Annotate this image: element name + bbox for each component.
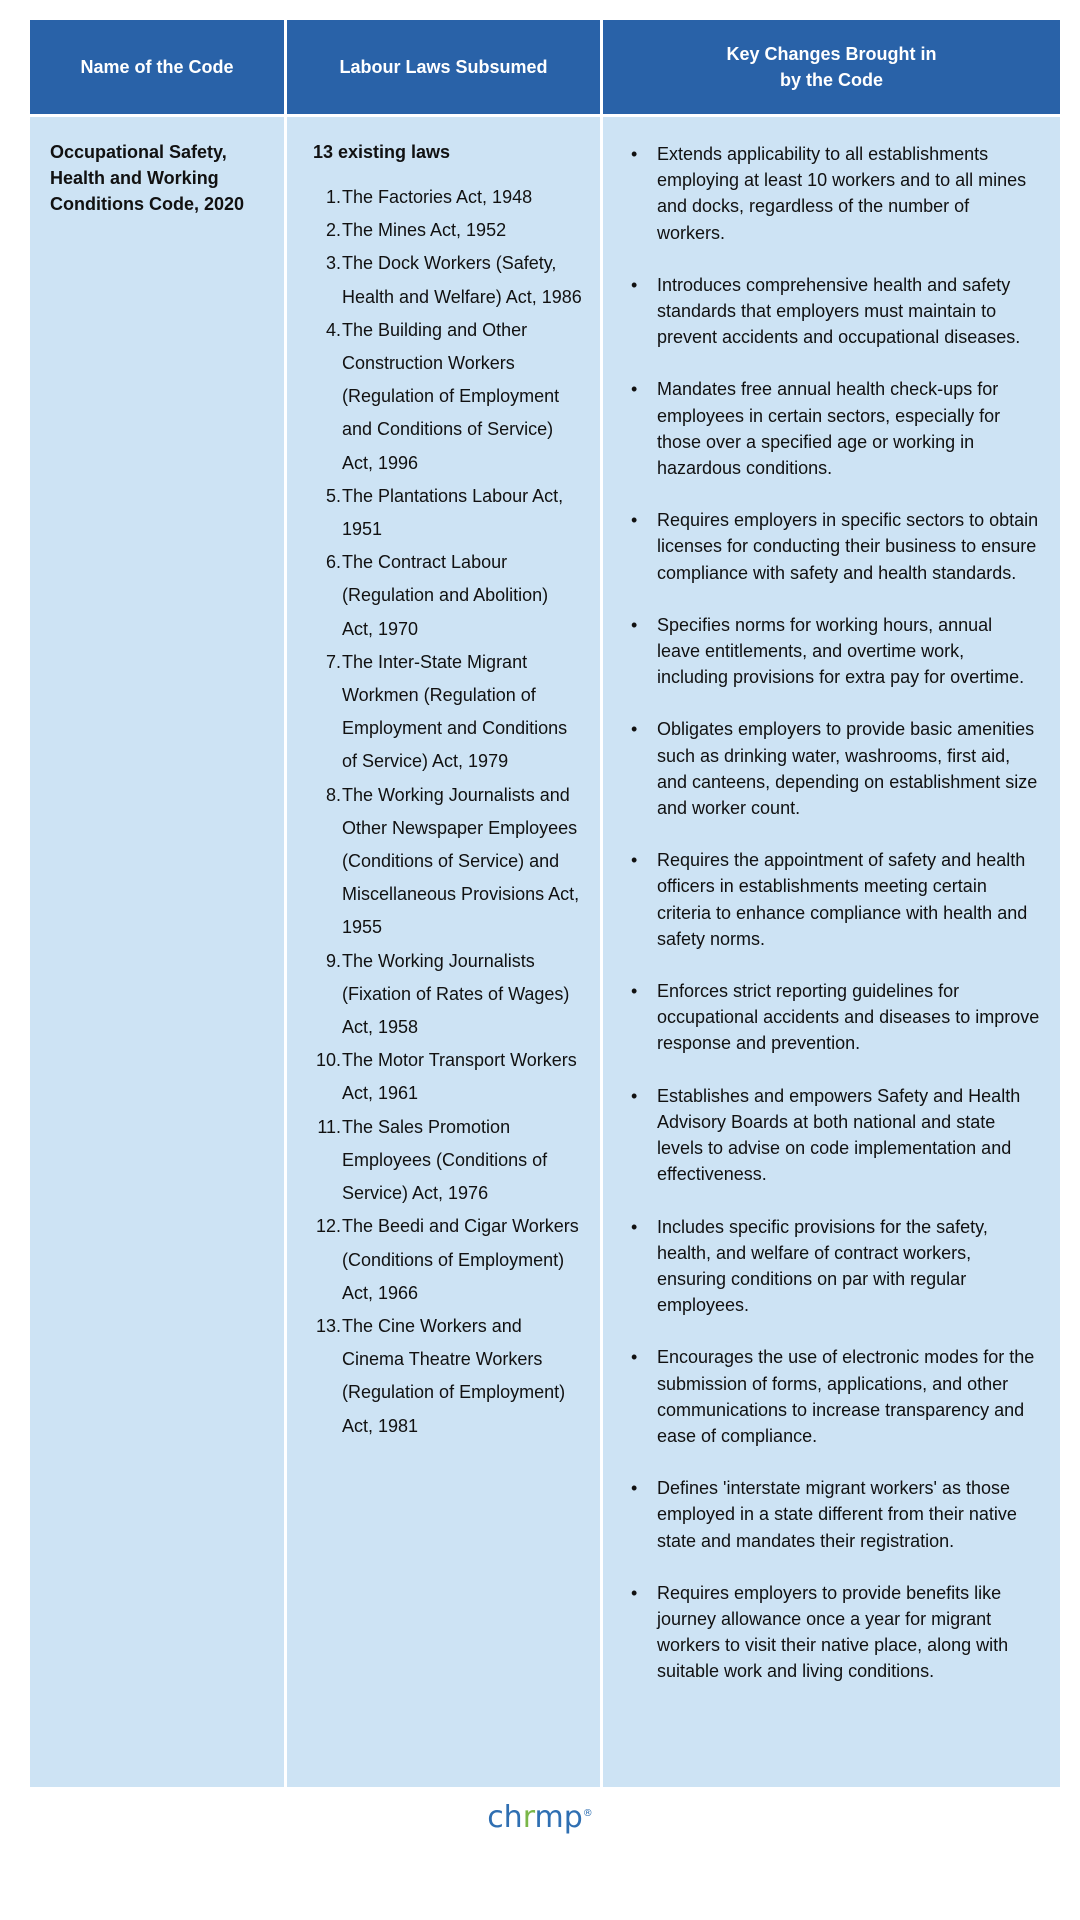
- law-number: 10.: [315, 1050, 341, 1071]
- laws-list: [313, 181, 582, 1443]
- law-number: 1.: [325, 187, 341, 207]
- key-change-text: Includes specific provisions for the safety, health, and welfare of contract workers, ensuring conditions on par with regular employees.: [657, 1216, 988, 1316]
- header-laws-subsumed-label: Labour Laws Subsumed: [339, 57, 548, 77]
- logo-text-part3: mp: [534, 1800, 583, 1835]
- law-title: The Beedi and Cigar Workers (Conditions of Employment) Act, 1966: [342, 1216, 579, 1303]
- logo-text-part1: ch: [487, 1800, 523, 1835]
- law-number: 8.: [325, 784, 341, 805]
- law-title: The Sales Promotion Employees (Conditions of Service) Act, 1976: [342, 1116, 548, 1204]
- labour-code-table: [30, 20, 1060, 1787]
- header-key-changes-line1: Key Changes Brought in: [726, 44, 937, 64]
- law-number: 7.: [325, 651, 341, 672]
- bullet-icon: •: [631, 850, 638, 871]
- chrmp-logo: [0, 1800, 1080, 1835]
- laws-count: 13 existing laws: [313, 142, 451, 162]
- bullet-icon: •: [631, 614, 638, 635]
- cell-code-name: [30, 117, 284, 1787]
- key-change-text: Requires employers in specific sectors to obtain licenses for conducting their business to ensure compliance with safety and health standards.: [657, 510, 1039, 583]
- bullet-icon: •: [631, 1216, 638, 1237]
- key-change-item: [631, 1344, 1040, 1449]
- key-change-item: [631, 376, 1040, 481]
- cell-key-changes: [603, 117, 1060, 1787]
- key-change-item: [631, 507, 1040, 586]
- key-change-item: [631, 847, 1040, 952]
- law-item: [313, 1310, 582, 1443]
- law-number: 2.: [325, 220, 341, 241]
- law-item: [313, 779, 582, 945]
- law-number: 5.: [325, 485, 341, 506]
- bullet-icon: •: [631, 510, 638, 531]
- law-title: The Working Journalists and Other Newspaper Employees (Conditions of Service) and Miscellaneous Provisions Act, 1955: [342, 784, 580, 938]
- key-change-item: [631, 272, 1040, 351]
- law-number: 6.: [325, 552, 341, 573]
- header-laws-subsumed: [287, 20, 600, 114]
- key-change-item: [631, 716, 1040, 821]
- law-item: [313, 646, 582, 779]
- bullet-icon: •: [631, 719, 638, 740]
- code-name: Occupational Safety, Health and Working Conditions Code, 2020: [50, 142, 245, 214]
- key-change-text: Obligates employers to provide basic amenities such as drinking water, washrooms, first aid, and canteens, depending on establishment size and worker count.: [657, 719, 1038, 819]
- law-item: [313, 546, 582, 646]
- law-title: The Contract Labour (Regulation and Abolition) Act, 1970: [342, 552, 549, 639]
- header-key-changes-line2: by the Code: [779, 70, 883, 90]
- bullet-icon: •: [631, 1347, 638, 1368]
- law-item: [313, 314, 582, 480]
- law-item: [313, 480, 582, 546]
- cell-laws-subsumed: [287, 117, 600, 1787]
- law-title: The Cine Workers and Cinema Theatre Workers (Regulation of Employment) Act, 1981: [342, 1315, 566, 1436]
- law-title: The Mines Act, 1952: [342, 220, 507, 241]
- header-name-of-code: [30, 20, 284, 114]
- bullet-icon: •: [631, 1582, 638, 1603]
- key-change-item: [631, 1580, 1040, 1685]
- bullet-icon: •: [631, 1085, 638, 1106]
- law-number: 13.: [315, 1315, 341, 1336]
- law-title: The Working Journalists (Fixation of Rates of Wages) Act, 1958: [342, 950, 570, 1038]
- law-number: 9.: [325, 950, 341, 971]
- law-title: The Inter-State Migrant Workmen (Regulation of Employment and Conditions of Service) Act, 1979: [342, 651, 568, 772]
- key-change-text: Introduces comprehensive health and safety standards that employers must maintain to prevent accidents and occupational diseases.: [657, 274, 1021, 348]
- law-title: The Motor Transport Workers Act, 1961: [342, 1050, 577, 1104]
- law-number: 4.: [325, 319, 341, 340]
- law-item: [313, 945, 582, 1045]
- law-item: [313, 247, 582, 313]
- key-change-text: Requires employers to provide benefits like journey allowance once a year for migrant workers to visit their native place, along with suitable work and living conditions.: [657, 1582, 1009, 1682]
- law-number: 12.: [315, 1216, 341, 1237]
- logo-registered-mark: ®: [582, 1808, 593, 1819]
- law-item: [313, 181, 582, 214]
- key-change-item: [631, 978, 1040, 1057]
- key-changes-list: [631, 141, 1040, 1685]
- header-name-of-code-label: Name of the Code: [80, 57, 234, 77]
- law-item: [313, 214, 582, 247]
- bullet-icon: •: [631, 981, 638, 1002]
- law-title: The Building and Other Construction Workers (Regulation of Employment and Conditions of Service) Act, 1996: [342, 319, 560, 473]
- key-change-item: [631, 1083, 1040, 1188]
- key-change-text: Enforces strict reporting guidelines for occupational accidents and diseases to improve response and prevention.: [657, 981, 1040, 1054]
- key-change-text: Requires the appointment of safety and health officers in establishments meeting certain criteria to enhance compliance with health and safety norms.: [657, 850, 1028, 949]
- key-change-text: Establishes and empowers Safety and Health Advisory Boards at both national and state levels to advise on code implementation and effectiveness.: [657, 1085, 1021, 1185]
- key-change-text: Defines 'interstate migrant workers' as those employed in a state different from their native state and mandates their registration.: [657, 1478, 1017, 1551]
- key-change-item: [631, 141, 1040, 246]
- header-key-changes: [603, 20, 1060, 114]
- key-change-text: Encourages the use of electronic modes for the submission of forms, applications, and other communications to increase transparency and ease of compliance.: [657, 1347, 1035, 1446]
- law-number: 11.: [317, 1116, 341, 1137]
- bullet-icon: •: [631, 1478, 638, 1499]
- key-change-text: Mandates free annual health check-ups for employees in certain sectors, especially for those over a specified age or working in hazardous conditions.: [657, 379, 1001, 479]
- key-change-item: [631, 1475, 1040, 1554]
- logo-text-part2: r: [522, 1800, 535, 1835]
- key-change-item: [631, 612, 1040, 691]
- law-title: The Dock Workers (Safety, Health and Welfare) Act, 1986: [342, 253, 582, 307]
- law-item: [313, 1111, 582, 1211]
- law-title: The Factories Act, 1948: [342, 187, 533, 207]
- law-item: [313, 1044, 582, 1110]
- bullet-icon: •: [631, 274, 638, 295]
- key-change-item: [631, 1214, 1040, 1319]
- key-change-text: Extends applicability to all establishments employing at least 10 workers and to all mines and docks, regardless of the number of workers.: [657, 144, 1027, 243]
- law-number: 3.: [325, 253, 341, 274]
- law-item: [313, 1210, 582, 1310]
- bullet-icon: •: [631, 379, 638, 400]
- bullet-icon: •: [631, 144, 638, 164]
- key-change-text: Specifies norms for working hours, annual leave entitlements, and overtime work, including provisions for extra pay for overtime.: [657, 614, 1025, 688]
- law-title: The Plantations Labour Act, 1951: [342, 485, 564, 540]
